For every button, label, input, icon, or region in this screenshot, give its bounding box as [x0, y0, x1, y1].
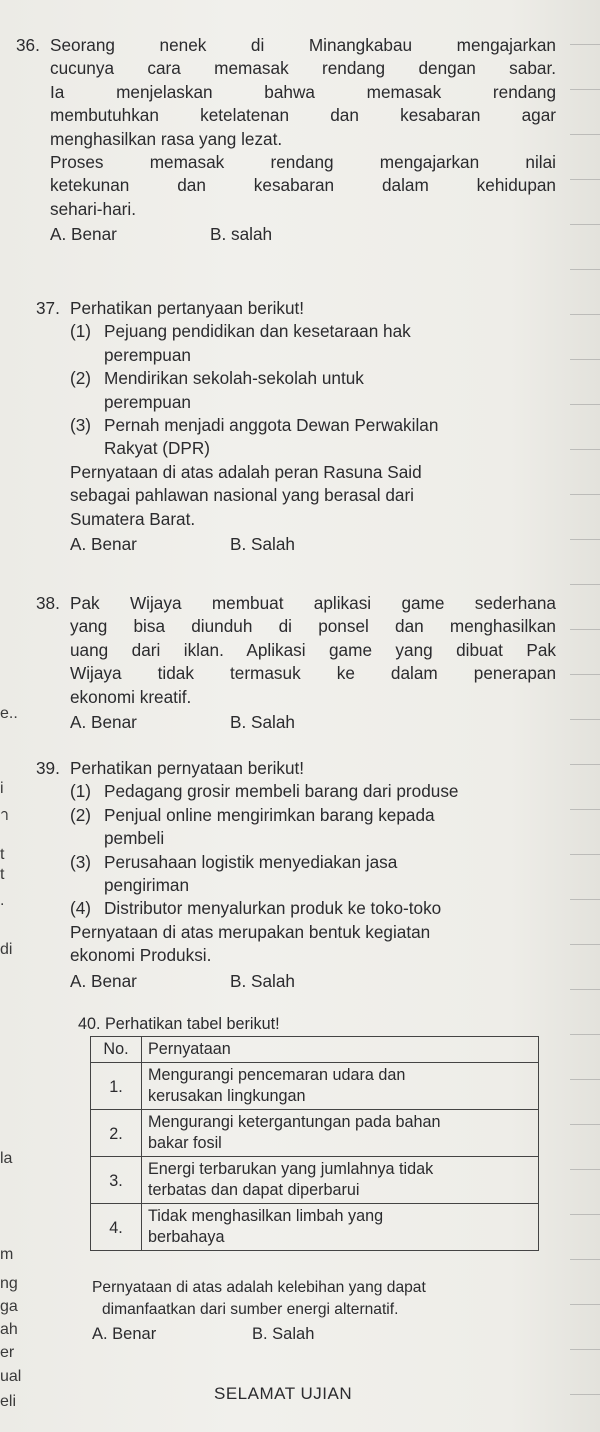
table-cell-no: 3. — [91, 1157, 142, 1204]
list-item: (3) Pernah menjadi anggota Dewan Perwakilan Rakyat (DPR) — [70, 415, 439, 459]
list-item: (2) Penjual online mengirimkan barang kepada pembeli — [70, 804, 435, 849]
option-b[interactable]: B. Salah — [230, 970, 295, 991]
table-header-row — [91, 1037, 539, 1063]
option-a[interactable]: A. Benar — [70, 534, 137, 555]
left-fragment: m — [0, 1246, 14, 1263]
table-cell-no: 2. — [91, 1110, 142, 1157]
statement-table — [90, 1036, 539, 1251]
question-text-line: Ia menjelaskan bahwa memasak rendang — [50, 81, 556, 102]
list-item: (3) Perusahaan logistik menyediakan jasa pengiriman — [70, 851, 398, 896]
question-37 — [36, 297, 556, 556]
left-fragment: t — [0, 846, 5, 863]
statement-line: ekonomi Produksi. — [70, 945, 212, 966]
statement-line: dimanfaatkan dari sumber energi alternatif. — [102, 1301, 399, 1318]
question-40-intro: 40. Perhatikan tabel berikut! — [78, 1015, 280, 1033]
left-fragment: ga — [0, 1298, 18, 1315]
left-fragment: la — [0, 1150, 13, 1167]
table-cell-no: 4. — [91, 1204, 142, 1251]
question-number: 36. — [16, 35, 40, 55]
table-cell-statement: Mengurangi pencemaran udara dan kerusakan lingkungan — [142, 1063, 539, 1110]
option-a[interactable]: A. Benar — [70, 970, 137, 991]
statement-line: Pernyataan di atas adalah kelebihan yang dapat — [92, 1279, 426, 1296]
question-text-line: uang dari iklan. Aplikasi game yang dibuat Pak — [70, 639, 556, 660]
option-b[interactable]: B. Salah — [230, 534, 295, 555]
statement-line: Pernyataan di atas adalah peran Rasuna Said — [70, 461, 422, 482]
list-item: (1) Pejuang pendidikan dan kesetaraan hak perempuan — [70, 321, 411, 365]
answer-options — [50, 223, 556, 246]
question-39 — [36, 757, 556, 993]
question-40-statement — [92, 1277, 562, 1345]
table-header-no: No. — [91, 1037, 142, 1063]
table-row — [91, 1204, 539, 1251]
left-fragment: า — [0, 807, 9, 824]
left-fragment: i — [0, 780, 4, 797]
answer-options — [92, 1323, 562, 1345]
option-a[interactable]: A. Benar — [50, 224, 117, 245]
table-cell-statement: Energi terbarukan yang jumlahnya tidak terbatas dan dapat diperbarui — [142, 1157, 539, 1204]
left-fragment: t — [0, 866, 5, 883]
option-a[interactable]: A. Benar — [92, 1325, 157, 1343]
left-fragment: . — [0, 892, 5, 909]
notebook-lines-edge — [570, 0, 600, 1432]
table-cell-statement: Mengurangi ketergantungan pada bahan bakar fosil — [142, 1110, 539, 1157]
question-text-line: Seorang nenek di Minangkabau mengajarkan — [50, 35, 556, 55]
footer-text: SELAMAT UJIAN — [214, 1384, 353, 1403]
question-text-line: Pak Wijaya membuat aplikasi game sederhana — [70, 593, 556, 613]
question-intro: Perhatikan pernyataan berikut! — [70, 758, 305, 778]
answer-options — [70, 711, 556, 734]
question-text-line: cucunya cara memasak rendang dengan sabar. — [50, 58, 556, 79]
left-fragment: ual — [0, 1368, 22, 1385]
question-text-line: ketekunan dan kesabaran dalam kehidupan — [50, 175, 556, 196]
left-fragment: ah — [0, 1321, 18, 1338]
list-item: (2) Mendirikan sekolah-sekolah untuk perempuan — [70, 368, 364, 412]
question-number: 37. — [36, 298, 60, 318]
question-intro: Perhatikan pertanyaan berikut! — [70, 298, 305, 318]
left-fragment: eli — [0, 1393, 17, 1410]
question-36 — [16, 34, 556, 247]
table-row — [91, 1063, 539, 1110]
answer-options — [70, 533, 556, 556]
question-text-line: ekonomi kreatif. — [70, 686, 192, 707]
statement-line: sebagai pahlawan nasional yang berasal dari — [70, 485, 414, 506]
statement-line: Pernyataan di atas merupakan bentuk kegiatan — [70, 921, 431, 942]
option-b[interactable]: B. salah — [210, 224, 273, 245]
table-cell-no: 1. — [91, 1063, 142, 1110]
table-cell-statement: Tidak menghasilkan limbah yang berbahaya — [142, 1204, 539, 1251]
option-b[interactable]: B. Salah — [230, 712, 295, 733]
question-text-line: Proses memasak rendang mengajarkan nilai — [50, 152, 556, 173]
option-a[interactable]: A. Benar — [70, 712, 137, 733]
answer-options — [70, 970, 556, 993]
question-38 — [36, 592, 556, 734]
question-text-line: yang bisa diunduh di ponsel dan menghasilkan — [70, 616, 556, 637]
table-header-statement: Pernyataan — [142, 1037, 539, 1063]
question-number: 39. — [36, 758, 60, 778]
table-row — [91, 1110, 539, 1157]
left-fragment: ng — [0, 1275, 18, 1292]
option-b[interactable]: B. Salah — [252, 1325, 315, 1343]
question-text-line: membutuhkan ketelatenan dan kesabaran agar — [50, 105, 556, 126]
left-fragment: e.. — [0, 705, 18, 722]
list-item: (4) Distributor menyalurkan produk ke toko-toko — [70, 898, 442, 919]
left-fragment: er — [0, 1344, 15, 1361]
list-item: (1) Pedagang grosir membeli barang dari produse — [70, 781, 459, 802]
question-text-line: menghasilkan rasa yang lezat. — [50, 128, 283, 149]
table-row — [91, 1157, 539, 1204]
statement-line: Sumatera Barat. — [70, 508, 196, 529]
question-text-line: Wijaya tidak termasuk ke dalam penerapan — [70, 663, 556, 684]
question-number: 38. — [36, 593, 60, 613]
question-text-line: sehari-hari. — [50, 198, 136, 219]
left-fragment: di — [0, 941, 13, 958]
